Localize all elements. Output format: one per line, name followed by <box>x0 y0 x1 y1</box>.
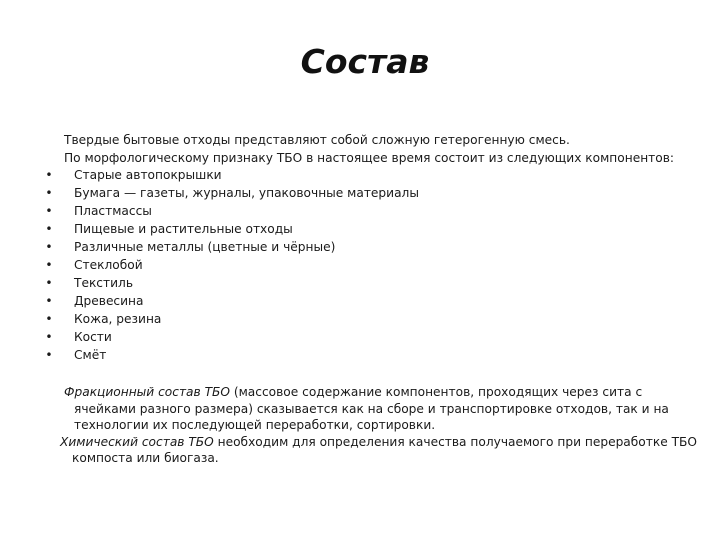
bullet-icon: • <box>45 186 53 200</box>
list-item <box>44 328 419 346</box>
list-item-label: Пищевые и растительные отходы <box>74 222 293 236</box>
paragraph-fractional <box>58 384 698 434</box>
intro-line: Твердые бытовые отходы представляют собой сложную гетерогенную смесь. <box>64 133 570 147</box>
list-item <box>44 220 419 238</box>
paragraph-text: (массовое содержание компонентов, проходящих через сита с ячейками разного размера) сказывается как на сборе и транспортировке отходов, так и на технологии их последующей переработки, сортировки. <box>74 385 669 432</box>
paragraph-text: необходим для определения качества получаемого при переработке ТБО компоста или биогаза. <box>72 434 697 465</box>
list-item <box>44 184 419 202</box>
bullet-icon: • <box>45 258 53 272</box>
list-item-label: Старые автопокрышки <box>74 168 222 182</box>
notes <box>58 384 698 467</box>
bullet-icon: • <box>45 168 53 182</box>
term-fractional: Фракционный состав ТБО <box>64 385 230 399</box>
list-item <box>44 238 419 256</box>
bullet-icon: • <box>45 294 53 308</box>
list-item-label: Кожа, резина <box>74 312 162 326</box>
list-item-label: Кости <box>74 330 112 344</box>
bullet-icon: • <box>45 312 53 326</box>
term-chemical: Химический состав ТБО <box>60 434 214 449</box>
intro-line: По морфологическому признаку ТБО в настоящее время состоит из следующих компонентов: <box>64 151 675 165</box>
list-item <box>44 202 419 220</box>
bullet-icon: • <box>45 276 53 290</box>
list-item <box>44 310 419 328</box>
list-item-label: Текстиль <box>74 276 133 290</box>
list-item-label: Смёт <box>74 348 107 362</box>
component-list <box>44 166 419 364</box>
intro-text <box>64 131 704 167</box>
list-item-label: Бумага — газеты, журналы, упаковочные материалы <box>74 186 419 200</box>
bullet-icon: • <box>45 240 53 254</box>
list-item-label: Древесина <box>74 294 144 308</box>
list-item <box>44 274 419 292</box>
bullet-icon: • <box>45 330 53 344</box>
page-title: Состав <box>300 42 430 81</box>
list-item-label: Пластмассы <box>74 204 152 218</box>
list-item-label: Стеклобой <box>74 258 143 272</box>
list-item-label: Различные металлы (цветные и чёрные) <box>74 240 336 254</box>
list-item <box>44 292 419 310</box>
list-item <box>44 346 419 364</box>
paragraph-chemical <box>58 434 698 467</box>
bullet-icon: • <box>45 348 53 362</box>
list-item <box>44 166 419 184</box>
bullet-icon: • <box>45 222 53 236</box>
list-item <box>44 256 419 274</box>
bullet-icon: • <box>45 204 53 218</box>
